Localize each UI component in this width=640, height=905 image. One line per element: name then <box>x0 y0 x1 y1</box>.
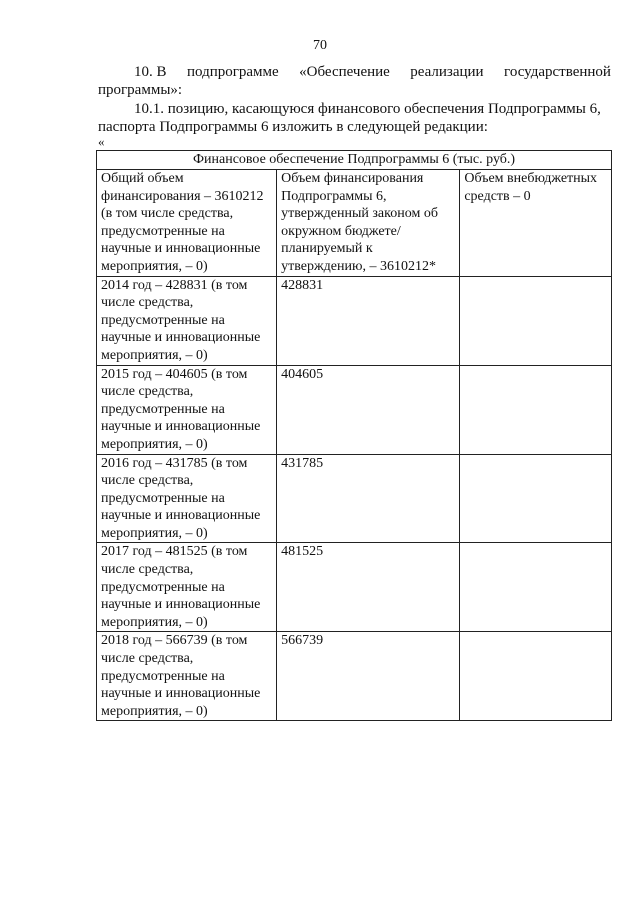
table-row <box>97 632 612 721</box>
year-cell: 2014 год – 428831 (в том числе средства, предусмотренные на научные и инновационные мероприятия, – 0) <box>97 276 277 365</box>
word: «Обеспечение <box>299 64 390 80</box>
word: 10. В <box>134 64 167 80</box>
header-extra-budget-cell: Объем внебюджетных средств – 0 <box>460 170 612 277</box>
budget-cell: 428831 <box>277 276 460 365</box>
word: государственной <box>504 64 611 80</box>
budget-cell: 566739 <box>277 632 460 721</box>
extra-cell <box>460 632 612 721</box>
year-cell: 2016 год – 431785 (в том числе средства, предусмотренные на научные и инновационные мероприятия, – 0) <box>97 454 277 543</box>
paragraph-10-line-2: программы»: <box>98 82 183 98</box>
paragraph-10-1-line-1: 10.1. позицию, касающуюся финансового обеспечения Подпрограммы 6, <box>134 101 601 117</box>
table-row <box>97 454 612 543</box>
year-cell: 2017 год – 481525 (в том числе средства, предусмотренные на научные и инновационные мероприятия, – 0) <box>97 543 277 632</box>
opening-quote: « <box>98 134 105 149</box>
table-row <box>97 276 612 365</box>
extra-cell <box>460 454 612 543</box>
budget-cell: 431785 <box>277 454 460 543</box>
table-caption: Финансовое обеспечение Подпрограммы 6 (тыс. руб.) <box>97 151 612 170</box>
paragraph-10 <box>98 63 611 99</box>
financing-table <box>96 150 612 721</box>
extra-cell <box>460 365 612 454</box>
header-total-cell: Общий объем финансирования – 3610212 (в том числе средства, предусмотренные на научные и инновационные мероприятия, – 0) <box>97 170 277 277</box>
paragraph-10-line-1 <box>98 63 611 81</box>
year-cell: 2018 год – 566739 (в том числе средства, предусмотренные на научные и инновационные мероприятия, – 0) <box>97 632 277 721</box>
table-caption-row <box>97 151 612 170</box>
table-header-row <box>97 170 612 277</box>
header-district-budget-cell: Объем финансирования Подпрограммы 6, утвержденный законом об окружном бюджете/ планируемый к утверждению, – 3610212* <box>277 170 460 277</box>
budget-cell: 404605 <box>277 365 460 454</box>
year-cell: 2015 год – 404605 (в том числе средства, предусмотренные на научные и инновационные мероприятия, – 0) <box>97 365 277 454</box>
paragraph-10-1-line-2: паспорта Подпрограммы 6 изложить в следующей редакции: <box>98 119 488 135</box>
table-row <box>97 543 612 632</box>
page-number: 70 <box>313 38 327 53</box>
extra-cell <box>460 276 612 365</box>
budget-cell: 481525 <box>277 543 460 632</box>
word: подпрограмме <box>186 64 279 80</box>
extra-cell <box>460 543 612 632</box>
paragraph-10-1 <box>98 100 613 136</box>
word: реализации <box>410 64 484 80</box>
table-row <box>97 365 612 454</box>
